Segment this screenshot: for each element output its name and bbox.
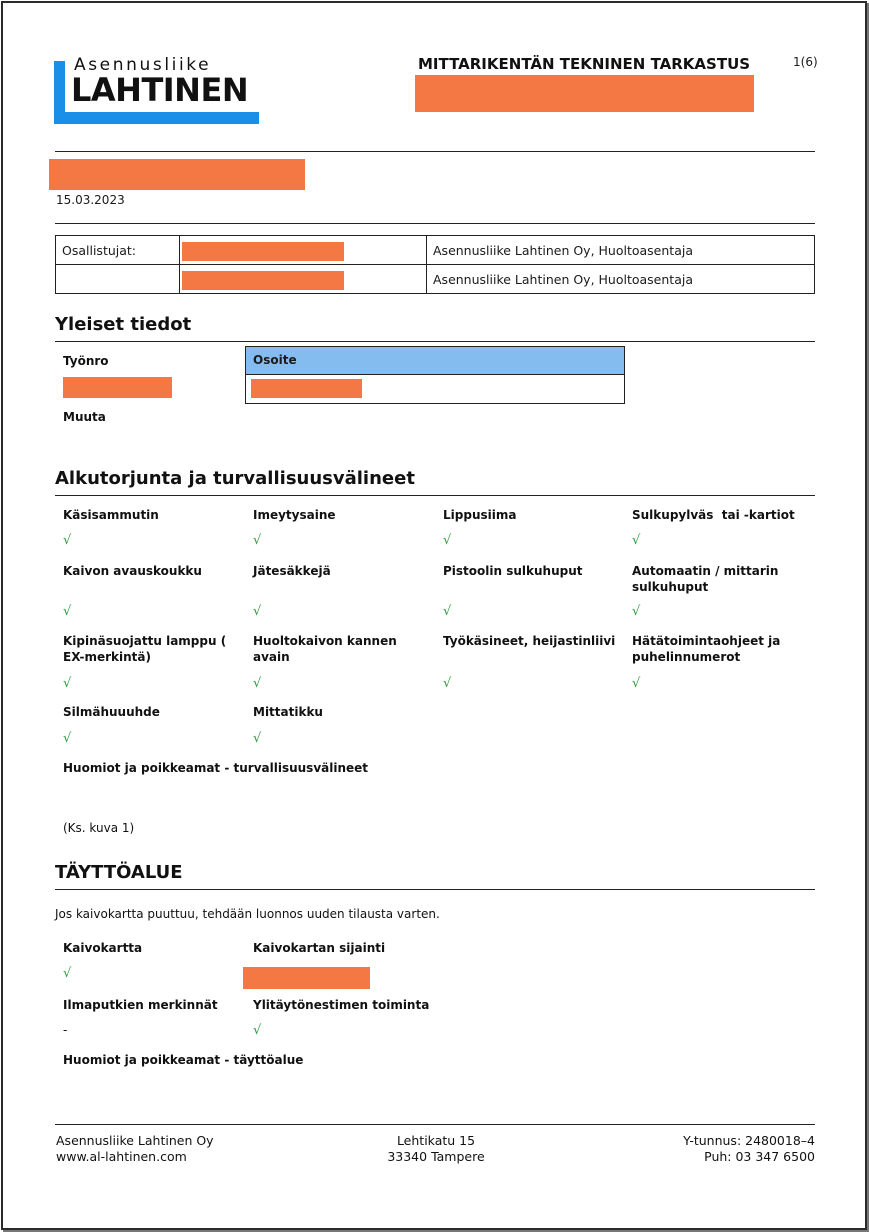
work-number-label: Työnro <box>63 354 109 368</box>
table-row <box>56 236 815 265</box>
check-mark: √ <box>253 731 262 746</box>
report-date: 15.03.2023 <box>56 193 125 207</box>
document-title: MITTARIKENTÄN TEKNINEN TARKASTUS <box>418 55 751 73</box>
page-number: 1(6) <box>793 55 818 69</box>
safety-item-label: Käsisammutin <box>63 508 159 522</box>
safety-item-label: Sulkupylväs tai -kartiot <box>632 508 795 522</box>
redacted-map-location <box>243 967 370 989</box>
divider <box>55 223 815 224</box>
participant-name-cell <box>180 265 427 294</box>
footer-city: 33340 Tampere <box>387 1149 485 1164</box>
safety-item-label: Lippusiima <box>443 508 517 522</box>
divider <box>55 341 815 342</box>
safety-item-label: Huoltokaivon kannen avain <box>253 634 397 664</box>
safety-item-label: Pistoolin sulkuhuput <box>443 564 583 578</box>
divider <box>55 495 815 496</box>
logo-main-text: LAHTINEN <box>71 71 249 109</box>
safety-item-label: Kaivon avauskoukku <box>63 564 202 578</box>
footer-street: Lehtikatu 15 <box>396 1133 476 1148</box>
redacted-customer <box>49 159 305 190</box>
empty-cell <box>56 265 180 294</box>
footer-website[interactable]: www.al-lahtinen.com <box>56 1149 187 1164</box>
check-mark: √ <box>63 604 72 619</box>
safety-notes-label: Huomiot ja poikkeamat - turvallisuusvälineet <box>63 761 369 775</box>
logo-top-text: Asennusliike <box>74 55 212 75</box>
map-label: Kaivokartta <box>63 941 143 955</box>
section-title-fill-area: TÄYTTÖALUE <box>55 862 183 883</box>
footer-company-block <box>56 1133 214 1165</box>
vent-markings-value: - <box>63 1023 68 1037</box>
check-mark: √ <box>632 676 641 691</box>
check-mark: √ <box>443 604 452 619</box>
divider <box>55 889 815 890</box>
redacted-site-name <box>415 75 754 112</box>
check-mark: √ <box>443 676 452 691</box>
table-row <box>56 265 815 294</box>
safety-item-label: Automaatin / mittarin sulkuhuput <box>632 564 779 594</box>
check-mark: √ <box>253 533 262 548</box>
fill-area-intro: Jos kaivokartta puuttuu, tehdään luonnos uuden tilausta varten. <box>55 907 440 921</box>
check-mark: √ <box>632 604 641 619</box>
participants-label: Osallistujat: <box>56 236 180 265</box>
logo-bar-horizontal <box>54 112 259 124</box>
check-mark: √ <box>632 533 641 548</box>
safety-item-label: Kipinäsuojattu lamppu ( EX-merkintä) <box>63 634 227 664</box>
fill-area-notes-label: Huomiot ja poikkeamat - täyttöalue <box>63 1053 304 1067</box>
check-mark: √ <box>253 604 262 619</box>
participant-name-cell <box>180 236 427 265</box>
footer-divider <box>55 1124 815 1125</box>
safety-item-label: Jätesäkkejä <box>253 564 331 578</box>
section-title-safety: Alkutorjunta ja turvallisuusvälineet <box>55 468 415 489</box>
safety-item-label: Hätätoimintaohjeet ja puhelinnumerot <box>632 634 781 664</box>
safety-item-label: Imeytysaine <box>253 508 336 522</box>
redacted-participant-name <box>182 242 344 261</box>
map-location-label: Kaivokartan sijainti <box>253 941 386 955</box>
footer-company: Asennusliike Lahtinen Oy <box>56 1133 214 1148</box>
check-mark: √ <box>253 676 262 691</box>
section-title-general: Yleiset tiedot <box>55 314 192 335</box>
safety-item-label: Mittatikku <box>253 705 323 719</box>
vent-markings-label: Ilmaputkien merkinnät <box>63 998 218 1012</box>
redacted-participant-name <box>182 271 344 290</box>
footer-phone: Puh: 03 347 6500 <box>704 1149 815 1164</box>
participant-role: Asennusliike Lahtinen Oy, Huoltoasentaja <box>427 236 815 265</box>
divider <box>55 151 815 152</box>
redacted-address <box>251 379 362 398</box>
redacted-work-number <box>63 377 172 398</box>
footer-address-block <box>336 1133 536 1165</box>
check-mark: √ <box>63 533 72 548</box>
check-mark: √ <box>443 533 452 548</box>
check-mark: √ <box>63 731 72 746</box>
safety-item-label: Työkäsineet, heijastinliivi <box>443 634 616 648</box>
overfill-label: Ylitäytönestimen toiminta <box>253 998 430 1012</box>
safety-item-label: Silmähuuuhde <box>63 705 160 719</box>
safety-notes-text: (Ks. kuva 1) <box>63 821 135 835</box>
footer-contact-block <box>615 1133 815 1165</box>
footer-business-id: Y-tunnus: 2480018–4 <box>683 1133 815 1148</box>
check-mark: √ <box>63 966 72 981</box>
check-mark: √ <box>253 1023 262 1038</box>
check-mark: √ <box>63 676 72 691</box>
participant-role: Asennusliike Lahtinen Oy, Huoltoasentaja <box>427 265 815 294</box>
address-header: Osoite <box>246 347 624 375</box>
company-logo <box>54 57 260 124</box>
participants-table <box>55 235 815 294</box>
other-label: Muuta <box>63 410 106 424</box>
